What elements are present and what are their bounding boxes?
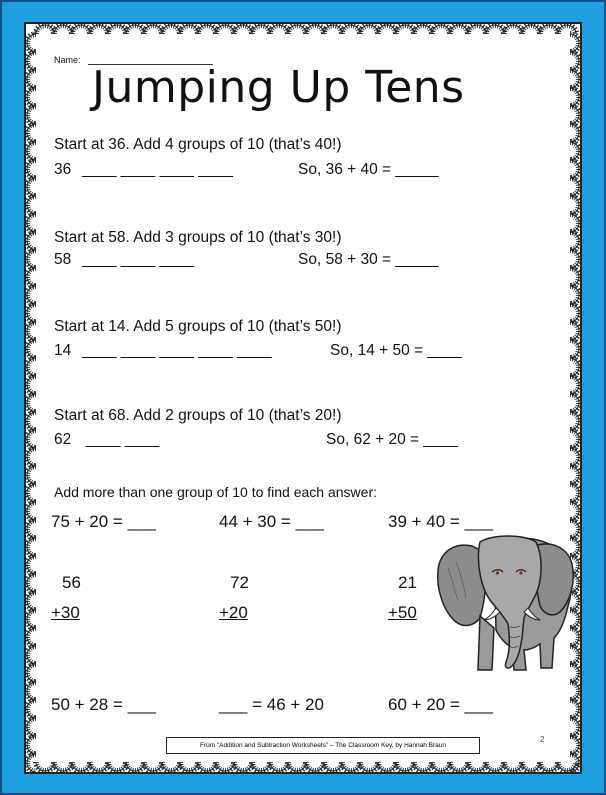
problem-4-start: 62 [54,431,72,448]
problem-4-prompt: Start at 68. Add 2 groups of 10 (that’s 20!) [54,407,342,424]
problem-2-start: 58 [54,251,72,268]
problem-3-prompt: Start at 14. Add 5 groups of 10 (that’s 50!) [54,318,342,335]
vertical-2-bottom: +20 [219,603,248,622]
problem-1-start: 36 [54,161,72,178]
vertical-3-top: 21 [398,573,417,592]
problem-2-blanks[interactable]: ____ ____ ____ [82,251,195,268]
problem-3-blanks[interactable]: ____ ____ ____ ____ ____ [82,342,272,359]
equation-1[interactable]: 75 + 20 = ___ [51,512,156,531]
equation-4[interactable]: 50 + 28 = ___ [51,695,156,714]
problem-3-start: 14 [54,342,72,359]
problem-1-answer[interactable]: So, 36 + 40 = _____ [298,161,439,178]
problem-1-blanks[interactable]: ____ ____ ____ ____ [82,161,233,178]
equation-5[interactable]: ___ = 46 + 20 [219,695,324,714]
elephant-icon [434,528,576,676]
vertical-1-top: 56 [62,573,81,592]
page-number: 2 [540,735,545,744]
worksheet-title: Jumping Up Tens [92,62,465,113]
vertical-1-bottom: +30 [51,603,80,622]
problem-3-answer[interactable]: So, 14 + 50 = ____ [330,342,462,359]
instruction-text: Add more than one group of 10 to find each answer: [54,484,377,500]
problem-4-blanks[interactable]: ____ ____ [86,431,160,448]
footer-credit: From “Addition and Subtraction Worksheets” – The Classroom Key, by Hannah Braun [166,737,480,754]
vertical-2-top: 72 [230,573,249,592]
equation-6[interactable]: 60 + 20 = ___ [388,695,493,714]
problem-4-answer[interactable]: So, 62 + 20 = ____ [326,431,458,448]
equation-2[interactable]: 44 + 30 = ___ [219,512,324,531]
problem-2-answer[interactable]: So, 58 + 30 = _____ [298,251,439,268]
equation-3[interactable]: 39 + 40 = ___ [388,512,493,531]
problem-1-prompt: Start at 36. Add 4 groups of 10 (that’s 40!) [54,136,342,153]
name-label: Name: [54,55,81,65]
problem-2-prompt: Start at 58. Add 3 groups of 10 (that’s 30!) [54,229,342,246]
vertical-3-bottom: +50 [388,603,417,622]
